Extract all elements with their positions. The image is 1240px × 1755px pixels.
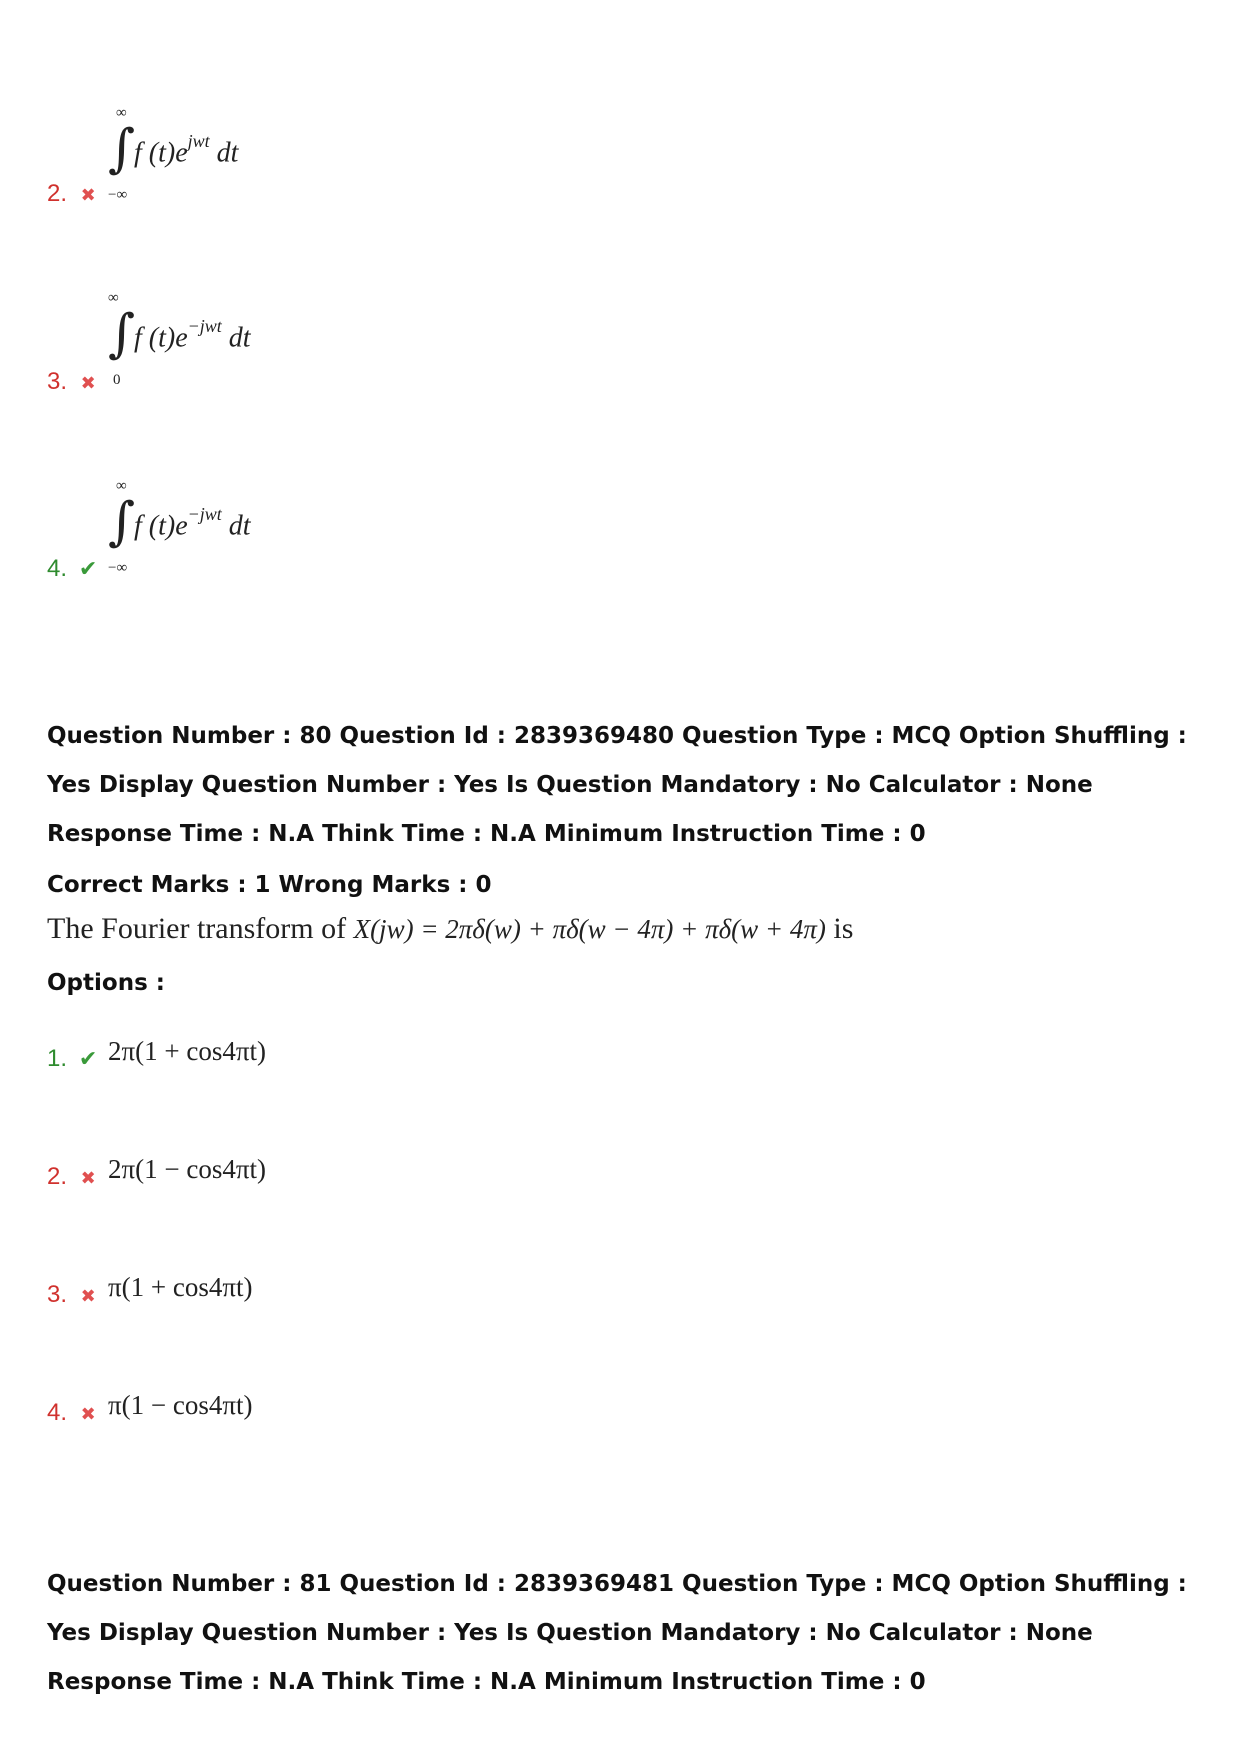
option-number: 1.: [47, 1045, 68, 1072]
option-number: 4.: [47, 1399, 68, 1426]
cross-icon: ✖: [80, 185, 96, 206]
integral-sign: ∫: [108, 119, 136, 179]
cross-icon: ✖: [80, 373, 96, 394]
cross-icon: ✖: [80, 1168, 96, 1189]
stem-expression: X(jw) = 2πδ(w) + πδ(w − 4π) + πδ(w + 4π): [353, 914, 826, 944]
integrand: f $(t)e^{-jwt}$ dt: [134, 504, 251, 542]
question-80-meta: Question Number : 80 Question Id : 2839369480 Question Type : MCQ Option Shuffling : Yes Display Question Number : Yes Is Question Mandatory : No Calculator : None Response Time : N.A Think Time : N.A Minimum Instruction Time : 0: [47, 723, 1187, 847]
question-80-marks: Correct Marks : 1 Wrong Marks : 0: [47, 872, 492, 898]
lower-limit: 0: [113, 372, 121, 388]
check-icon: ✔: [78, 557, 98, 582]
lower-limit: −∞: [108, 187, 128, 203]
option-number: 3.: [47, 368, 68, 395]
integrand: f $(t)e^{jwt}$ dt: [134, 131, 239, 169]
integrand: f $(t)e^{-jwt}$ dt: [134, 316, 251, 354]
cross-icon: ✖: [80, 1286, 96, 1307]
upper-limit: ∞: [108, 290, 119, 306]
option-number: 4.: [47, 555, 68, 582]
option-text: 2π(1 + cos4πt): [108, 1036, 266, 1066]
upper-limit: ∞: [116, 478, 127, 494]
check-icon: ✔: [78, 1047, 98, 1072]
option-text: 2π(1 − cos4πt): [108, 1154, 266, 1184]
stem-end: is: [833, 912, 854, 945]
option-text: π(1 − cos4πt): [108, 1390, 253, 1420]
option-number: 2.: [47, 180, 68, 207]
upper-limit: ∞: [116, 105, 127, 121]
stem-text: The Fourier transform of: [47, 912, 347, 945]
option-number: 3.: [47, 1281, 68, 1308]
question-80-stem: [47, 912, 853, 946]
lower-limit: −∞: [108, 560, 128, 576]
options-label: Options :: [47, 970, 165, 996]
cross-icon: ✖: [80, 1404, 96, 1425]
integral-sign: ∫: [108, 304, 136, 364]
option-number: 2.: [47, 1163, 68, 1190]
option-text: π(1 + cos4πt): [108, 1272, 253, 1302]
integral-sign: ∫: [108, 492, 136, 552]
question-81-meta: Question Number : 81 Question Id : 2839369481 Question Type : MCQ Option Shuffling : Yes Display Question Number : Yes Is Question Mandatory : No Calculator : None Response Time : N.A Think Time : N.A Minimum Instruction Time : 0: [47, 1571, 1187, 1695]
